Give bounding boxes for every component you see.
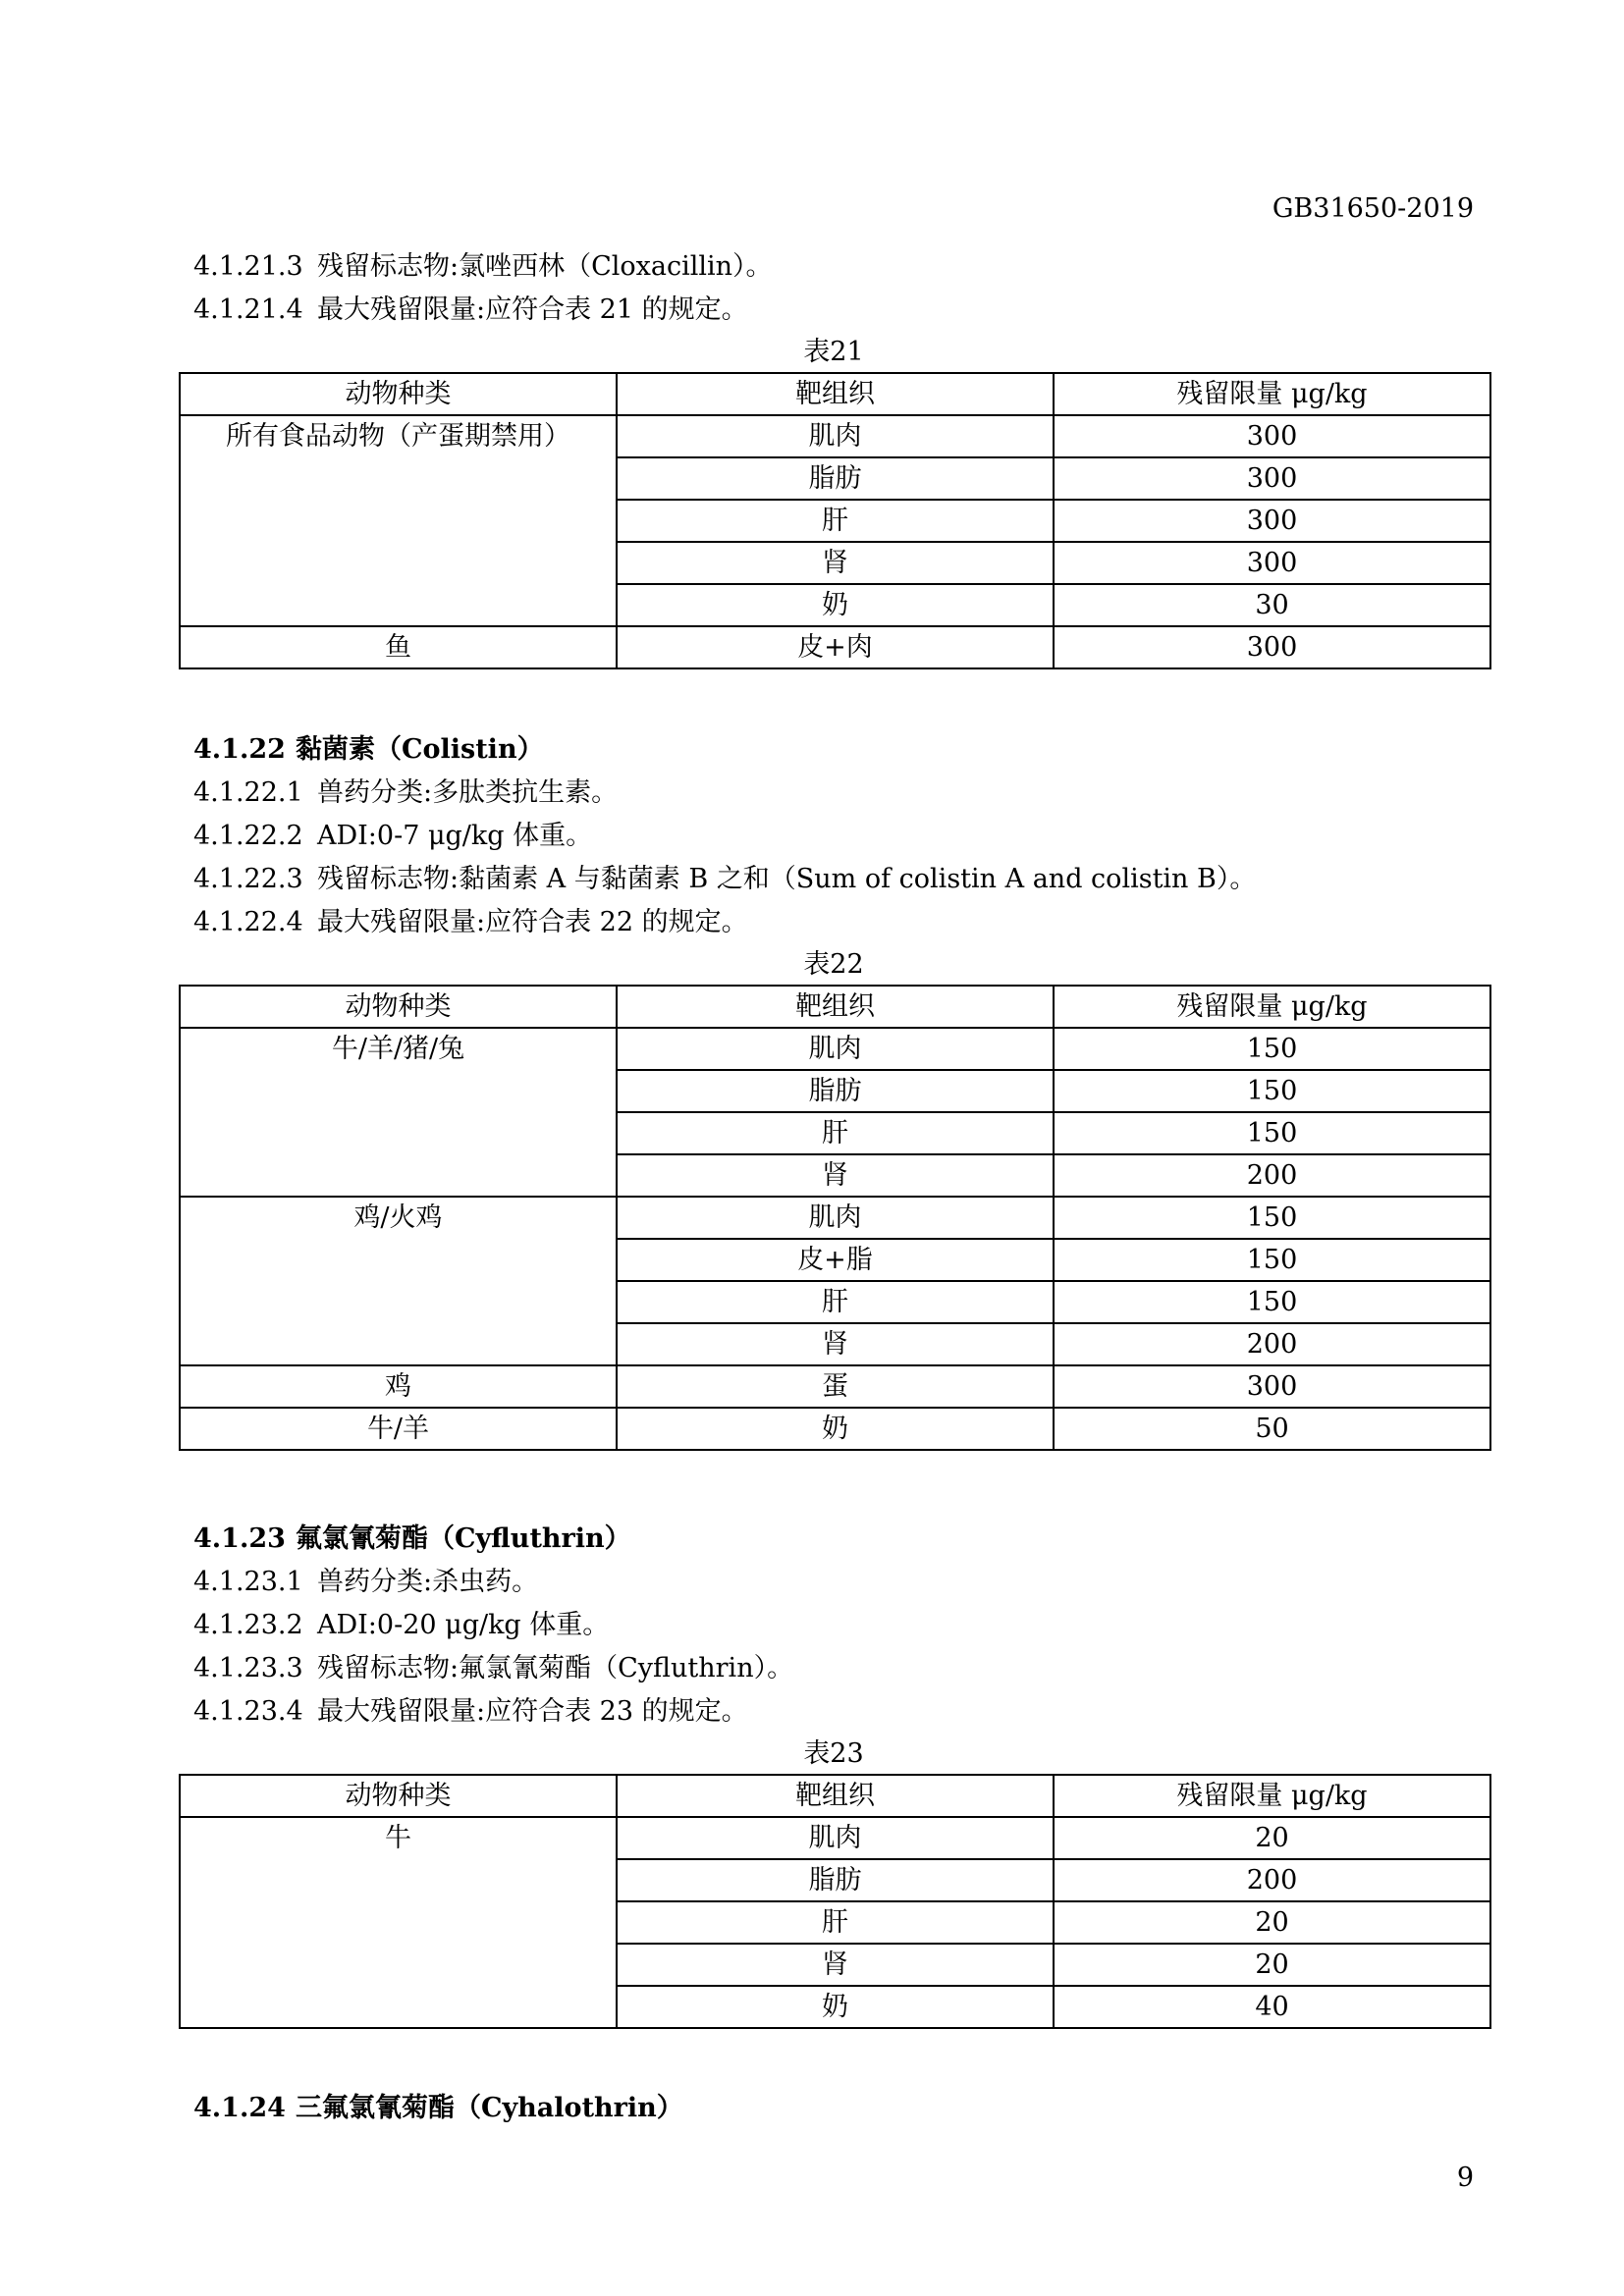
clause-text: 最大残留限量:应符合表 21 的规定。: [317, 294, 748, 325]
species-cell: 鸡/火鸡: [180, 1197, 617, 1365]
tissue-cell: 肌肉: [617, 1028, 1054, 1070]
table-21-caption: 表21: [803, 337, 864, 367]
table-header-row: [180, 1775, 1490, 1817]
species-cell: 鱼: [180, 626, 617, 668]
heading-number: 4.1.23: [193, 1523, 286, 1554]
species-cell: 鸡: [180, 1365, 617, 1408]
clause-4-1-21-4: [193, 293, 748, 328]
heading-text: 三氟氯氰菊酯（Cyhalothrin）: [296, 2093, 683, 2123]
clause-4-1-23-3: [193, 1651, 793, 1686]
clause-text: 最大残留限量:应符合表 22 的规定。: [317, 907, 748, 937]
heading-number: 4.1.22: [193, 734, 286, 765]
limit-cell: 300: [1054, 457, 1490, 500]
tissue-cell: 肌肉: [617, 1197, 1054, 1239]
tissue-cell: 皮+肉: [617, 626, 1054, 668]
clause-number: 4.1.22.2: [193, 821, 303, 851]
column-header: 残留限量 μg/kg: [1054, 373, 1490, 415]
heading-4-1-23: [193, 1522, 631, 1557]
heading-text: 黏菌素（Colistin）: [296, 734, 544, 765]
limit-cell: 150: [1054, 1197, 1490, 1239]
limit-cell: 300: [1054, 500, 1490, 542]
clause-number: 4.1.22.3: [193, 864, 303, 894]
column-header: 靶组织: [617, 373, 1054, 415]
table-23-caption: 表23: [803, 1738, 864, 1769]
tissue-cell: 脂肪: [617, 457, 1054, 500]
tissue-cell: 皮+脂: [617, 1239, 1054, 1281]
tissue-cell: 奶: [617, 1986, 1054, 2028]
limit-cell: 300: [1054, 626, 1490, 668]
limit-cell: 150: [1054, 1112, 1490, 1154]
heading-4-1-24: [193, 2091, 683, 2126]
tissue-cell: 肝: [617, 1281, 1054, 1323]
clause-4-1-22-2: [193, 819, 592, 854]
clause-number: 4.1.23.4: [193, 1696, 303, 1727]
column-header: 残留限量 μg/kg: [1054, 1775, 1490, 1817]
heading-number: 4.1.24: [193, 2093, 286, 2123]
table-22: [179, 985, 1491, 1451]
limit-cell: 40: [1054, 1986, 1490, 2028]
column-header: 动物种类: [180, 986, 617, 1028]
clause-4-1-23-4: [193, 1694, 748, 1730]
clause-text: ADI:0-7 μg/kg 体重。: [317, 821, 593, 851]
limit-cell: 300: [1054, 415, 1490, 457]
tissue-cell: 蛋: [617, 1365, 1054, 1408]
limit-cell: 150: [1054, 1070, 1490, 1112]
limit-cell: 20: [1054, 1817, 1490, 1859]
clause-4-1-23-2: [193, 1608, 609, 1643]
column-header: 残留限量 μg/kg: [1054, 986, 1490, 1028]
column-header: 靶组织: [617, 1775, 1054, 1817]
table-row: [180, 1028, 1490, 1070]
limit-cell: 30: [1054, 584, 1490, 626]
clause-4-1-23-1: [193, 1565, 538, 1600]
clause-4-1-22-1: [193, 775, 618, 811]
tissue-cell: 肾: [617, 1154, 1054, 1197]
tissue-cell: 肝: [617, 1901, 1054, 1944]
limit-cell: 300: [1054, 1365, 1490, 1408]
heading-4-1-22: [193, 732, 544, 768]
table-21: [179, 372, 1491, 669]
table-row: [180, 1197, 1490, 1239]
clause-number: 4.1.23.2: [193, 1610, 303, 1640]
tissue-cell: 肝: [617, 500, 1054, 542]
page-number: 9: [1456, 2163, 1474, 2193]
table-23: [179, 1774, 1491, 2029]
table-row: [180, 626, 1490, 668]
heading-text: 氟氯氰菊酯（Cyfluthrin）: [296, 1523, 631, 1554]
table-row: [180, 1817, 1490, 1859]
clause-text: 残留标志物:氟氯氰菊酯（Cyfluthrin）。: [317, 1653, 794, 1683]
species-cell: 牛/羊/猪/兔: [180, 1028, 617, 1197]
species-cell: 牛: [180, 1817, 617, 2028]
limit-cell: 200: [1054, 1154, 1490, 1197]
column-header: 动物种类: [180, 1775, 617, 1817]
limit-cell: 150: [1054, 1281, 1490, 1323]
clause-text: 兽药分类:多肽类抗生素。: [317, 777, 619, 808]
clause-text: 残留标志物:黏菌素 A 与黏菌素 B 之和（Sum of colistin A and colistin B）。: [317, 864, 1257, 894]
clause-4-1-22-3: [193, 862, 1256, 897]
limit-cell: 50: [1054, 1408, 1490, 1450]
clause-number: 4.1.21.4: [193, 294, 303, 325]
column-header: 靶组织: [617, 986, 1054, 1028]
clause-text: ADI:0-20 μg/kg 体重。: [317, 1610, 610, 1640]
limit-cell: 150: [1054, 1239, 1490, 1281]
clause-number: 4.1.23.1: [193, 1567, 303, 1597]
tissue-cell: 脂肪: [617, 1070, 1054, 1112]
tissue-cell: 肌肉: [617, 1817, 1054, 1859]
clause-4-1-21-3: [193, 249, 773, 285]
tissue-cell: 肾: [617, 1323, 1054, 1365]
table-22-caption: 表22: [803, 949, 864, 980]
tissue-cell: 脂肪: [617, 1859, 1054, 1901]
limit-cell: 20: [1054, 1944, 1490, 1986]
limit-cell: 20: [1054, 1901, 1490, 1944]
limit-cell: 200: [1054, 1323, 1490, 1365]
standard-number: GB31650-2019: [1272, 193, 1474, 224]
limit-cell: 150: [1054, 1028, 1490, 1070]
tissue-cell: 奶: [617, 584, 1054, 626]
limit-cell: 200: [1054, 1859, 1490, 1901]
clause-text: 残留标志物:氯唑西林（Cloxacillin）。: [317, 251, 773, 282]
clause-text: 最大残留限量:应符合表 23 的规定。: [317, 1696, 748, 1727]
species-cell: 所有食品动物（产蛋期禁用）: [180, 415, 617, 626]
table-header-row: [180, 986, 1490, 1028]
clause-number: 4.1.22.4: [193, 907, 303, 937]
table-header-row: [180, 373, 1490, 415]
tissue-cell: 奶: [617, 1408, 1054, 1450]
table-row: [180, 1365, 1490, 1408]
species-cell: 牛/羊: [180, 1408, 617, 1450]
clause-number: 4.1.21.3: [193, 251, 303, 282]
clause-text: 兽药分类:杀虫药。: [317, 1567, 539, 1597]
tissue-cell: 肾: [617, 542, 1054, 584]
tissue-cell: 肾: [617, 1944, 1054, 1986]
tissue-cell: 肝: [617, 1112, 1054, 1154]
tissue-cell: 肌肉: [617, 415, 1054, 457]
limit-cell: 300: [1054, 542, 1490, 584]
table-row: [180, 415, 1490, 457]
clause-number: 4.1.23.3: [193, 1653, 303, 1683]
clause-4-1-22-4: [193, 905, 748, 940]
column-header: 动物种类: [180, 373, 617, 415]
table-row: [180, 1408, 1490, 1450]
clause-number: 4.1.22.1: [193, 777, 303, 808]
